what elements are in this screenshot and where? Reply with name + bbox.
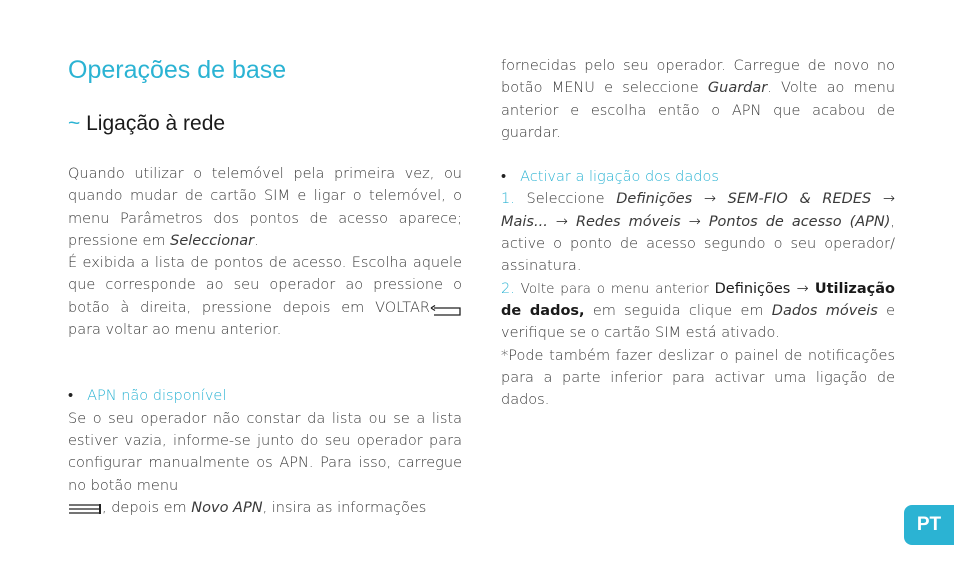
- cont-emphasis: Guardar: [707, 80, 768, 97]
- step-2-dados-moveis: Dados móveis: [771, 302, 878, 319]
- apn-text-c: , insira as informações: [262, 499, 427, 516]
- continuation-paragraph: [501, 55, 895, 144]
- step-1-end: , active o ponto de acesso segundo o seu operador/ assinatura.: [501, 213, 895, 275]
- arrow-icon: →: [688, 213, 701, 230]
- apn-text-a: Se o seu operador não constar da lista ou se a lista estiver vazia, informe-se junto do seu operador para configurar manualmente os APN. Para isso, carregue no botão menu: [68, 410, 462, 494]
- step-1: [501, 188, 895, 277]
- section-tilde: ~: [68, 112, 81, 135]
- arrow-icon: →: [555, 213, 568, 230]
- arrow-icon: →: [882, 191, 895, 208]
- menu-icon: [68, 501, 102, 515]
- apn-title: APN não disponível: [87, 388, 227, 405]
- step-2-text: Volte para o menu anterior: [514, 280, 715, 297]
- step-1-number: 1.: [501, 191, 515, 208]
- page-title: Operações de base: [68, 56, 287, 84]
- intro-paragraph-2: [68, 252, 462, 341]
- section-heading-text: Ligação à rede: [86, 112, 226, 135]
- step-2-utilizacao: Utilização de dados,: [501, 280, 895, 319]
- intro-p1-emphasis: Seleccionar: [170, 232, 255, 249]
- intro-p2-end: para voltar ao menu anterior.: [68, 322, 282, 339]
- back-arrow-icon: [430, 302, 462, 314]
- right-column: [501, 55, 895, 411]
- step-2-number: 2.: [501, 280, 515, 297]
- step-2: [501, 278, 895, 345]
- cont-text-a: fornecidas pelo seu operador. Carregue de novo no botão MENU e seleccione: [501, 58, 895, 97]
- intro-p1-text: Quando utilizar o telemóvel pela primeira vez, ou quando mudar de cartão SIM e ligar o telemóvel, o menu Parâmetros dos pontos de acesso aparece; pressione em: [68, 166, 462, 249]
- arrow-icon: →: [796, 280, 809, 297]
- intro-paragraph-1: [68, 163, 462, 252]
- step-2-text-c: em seguida clique em: [584, 302, 772, 319]
- apn-bullet-line: [68, 385, 462, 407]
- language-badge: PT: [904, 505, 954, 545]
- intro-p1-end: .: [254, 232, 259, 249]
- step-2-end: e verifique se o cartão SIM está ativado.: [501, 302, 896, 342]
- intro-p2-text: É exibida a lista de pontos de acesso. Escolha aquele que corresponde ao seu operador ao pressione o botão à direita, pressione depois em VOLTAR: [68, 255, 462, 316]
- left-column: [68, 53, 462, 519]
- apn-emphasis: Novo APN: [191, 499, 263, 516]
- step-1-apn: Pontos de acesso (APN): [708, 213, 891, 230]
- step-1-semfio: SEM-FIO & REDES: [727, 191, 872, 208]
- note-paragraph: *Pode também fazer deslizar o painel de notificações para a parte inferior para activar uma ligação de dados.: [501, 347, 895, 409]
- apn-bullet: •: [68, 388, 74, 405]
- apn-paragraph: [68, 408, 462, 519]
- data-bullet-line: [501, 166, 895, 188]
- data-bullet: •: [501, 169, 507, 186]
- arrow-icon: →: [703, 191, 716, 208]
- step-1-definicoes: Definições: [616, 191, 693, 208]
- apn-text-b: , depois em: [102, 499, 192, 516]
- data-title: Activar a ligação dos dados: [520, 169, 719, 186]
- cont-text-b: . Volte ao menu anterior e escolha então o APN que acabou de guardar.: [501, 80, 896, 141]
- step-2-definicoes: Definições: [714, 280, 791, 297]
- step-1-redes: Redes móveis: [575, 213, 681, 230]
- step-1-mais: Mais...: [501, 213, 548, 230]
- section-heading: [68, 109, 462, 139]
- step-1-text: Seleccione: [514, 191, 617, 208]
